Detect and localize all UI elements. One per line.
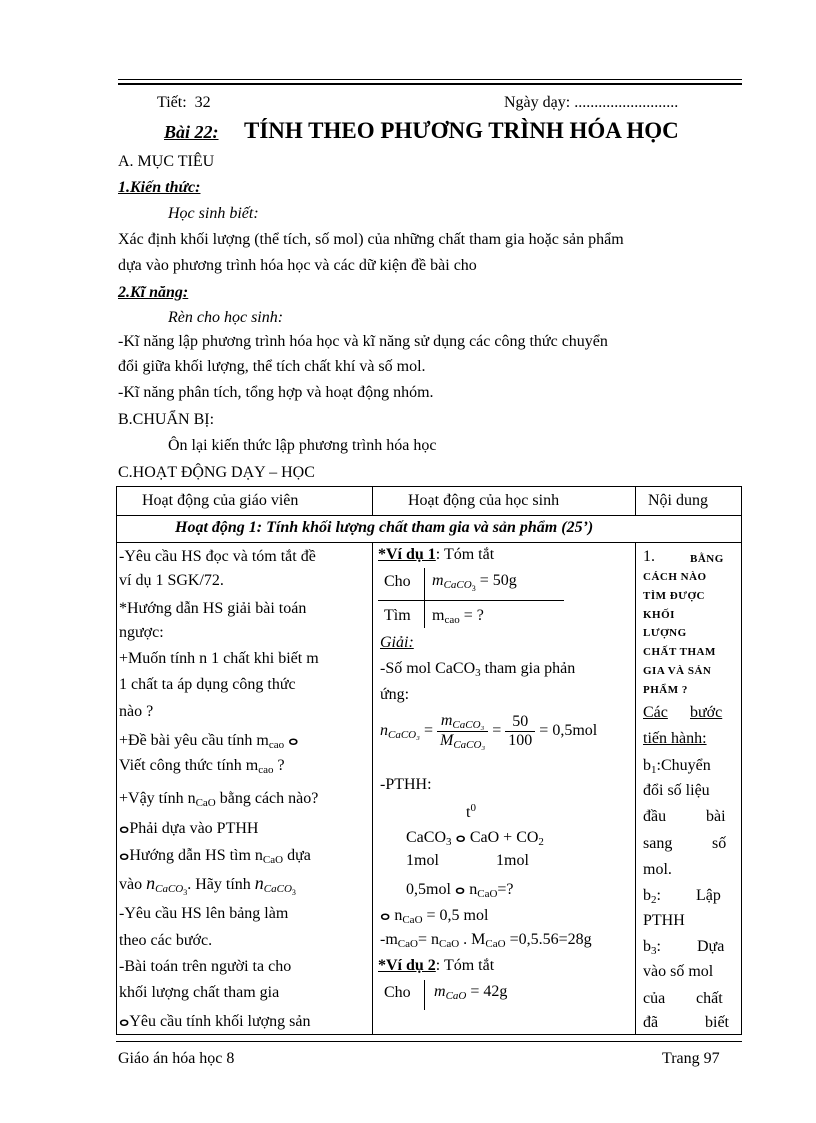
step-3: $b_3$:: [643, 938, 661, 957]
teacher-line: -Yêu cầu HS lên bảng làm: [119, 905, 289, 922]
content-number: 1.: [643, 548, 655, 565]
ki-nang-line-3: -Kĩ năng phân tích, tổng hợp và hoạt động nhóm.: [118, 384, 434, 401]
teacher-line: +Đề bài yêu cầu tính $m_{cao}$ ⴰ: [119, 732, 299, 751]
teacher-line: ⴰHướng dẫn HS tìm $n_{CaO}$ dựa: [119, 847, 311, 866]
steps-label: bước: [690, 704, 723, 721]
so-mol-line: -Số mol CaCO$_3$ tham gia phản: [380, 660, 576, 679]
mol-equation: $n_{CaCO_3}$ = $\frac{m_{CaCO_3}}{M_{CaCO_3}}$ = $\frac{50}{100}$ = 0,5mol: [380, 712, 598, 751]
step-3-line: đã: [643, 1014, 659, 1031]
step-2-line: PTHH: [643, 912, 685, 929]
ki-nang-intro: Rèn cho học sinh:: [168, 309, 284, 326]
content-title-line: KHỐI: [643, 609, 675, 621]
teacher-line: ⴰYêu cầu tính khối lượng sản: [119, 1013, 311, 1030]
col-header-content: Nội dung: [648, 492, 708, 509]
teacher-line: ngược:: [119, 624, 164, 641]
step-1-line: bài: [706, 808, 726, 825]
step-1-line: số: [712, 835, 727, 852]
step-3-line: biết: [705, 1014, 729, 1031]
kien-thuc-heading: 1.Kiến thức:: [118, 179, 201, 196]
step-2: $b_2$:: [643, 887, 661, 906]
ki-nang-heading: 2.Kĩ năng:: [118, 284, 189, 301]
footer-left: Giáo án hóa học 8: [118, 1050, 235, 1067]
kien-thuc-intro: Học sinh biết:: [168, 205, 259, 222]
giai-label: Giải:: [380, 634, 414, 651]
content-title-line: CÁCH NÀO: [643, 571, 707, 583]
lesson-number: Bài 22:: [164, 122, 219, 142]
footer-rule: [116, 1041, 742, 1042]
pthh-label: -PTHH:: [380, 776, 432, 793]
step-1-line: đổi số liệu: [643, 782, 710, 799]
teacher-line: Viết công thức tính $m_{cao}$ ?: [119, 757, 285, 776]
col-header-student: Hoạt động của học sinh: [408, 492, 560, 509]
teacher-line: ⴰPhải dựa vào PTHH: [119, 820, 259, 837]
kien-thuc-line-1: Xác định khối lượng (thể tích, số mol) của những chất tham gia hoặc sản phẩm: [118, 231, 624, 248]
teacher-line: -Bài toán trên người ta cho: [119, 958, 292, 975]
step-3-line: Dựa: [697, 938, 725, 955]
arrow-icon: ⴰ: [454, 881, 466, 898]
page-title: TÍNH THEO PHƯƠNG TRÌNH HÓA HỌC: [244, 118, 679, 143]
tim-label: Tìm: [384, 607, 411, 624]
step-2-line: Lập: [696, 887, 721, 904]
kien-thuc-line-2: dựa vào phương trình hóa học và các dữ kiện đề bài cho: [118, 257, 477, 274]
teacher-line: *Hướng dẫn HS giải bài toán: [119, 600, 307, 617]
step-1-line: mol.: [643, 861, 672, 878]
content-title-line: BẰNG: [690, 553, 724, 565]
mol-ratio-line: 1mol: [406, 852, 439, 869]
top-rule: [118, 79, 742, 80]
teacher-line: nào ?: [119, 703, 154, 720]
tiet-label: Tiết: 32: [157, 94, 211, 111]
section-c-heading: C.HOẠT ĐỘNG DẠY – HỌC: [118, 464, 315, 481]
teacher-line: -Yêu cầu HS đọc và tóm tắt đề: [119, 548, 316, 565]
step-3-line: chất: [696, 990, 723, 1007]
activity-title: Hoạt động 1: Tính khối lượng chất tham gia và sản phẩm (25’): [175, 519, 594, 536]
ncao-result: ⴰ $n_{CaO} = 0,5$ mol: [380, 907, 489, 926]
arrow-icon: ⴰ: [288, 732, 299, 749]
col-header-teacher: Hoạt động của giáo viên: [142, 492, 299, 509]
teacher-line: khối lượng chất tham gia: [119, 984, 280, 1001]
section-b-heading: B.CHUẨN BỊ:: [118, 411, 215, 428]
teacher-line: +Muốn tính n 1 chất khi biết m: [119, 650, 319, 667]
mol-given-line: 0,5mol ⴰ $n_{CaO}=$?: [406, 881, 514, 900]
arrow-icon: ⴰ: [119, 847, 130, 864]
cho-label-2: Cho: [384, 984, 411, 1001]
arrow-icon: ⴰ: [380, 907, 391, 924]
content-title-line: TÌM ĐƯỢC: [643, 590, 705, 602]
step-3-line: của: [643, 990, 666, 1007]
ki-nang-line-2: đổi giữa khối lượng, thể tích chất khí và số mol.: [118, 358, 426, 375]
content-title-line: LƯỢNG: [643, 627, 687, 639]
arrow-icon: ⴰ: [119, 820, 130, 837]
steps-label: tiến hành:: [643, 730, 707, 747]
cho-label: Cho: [384, 573, 411, 590]
ngay-day: Ngày dạy: ..........................: [504, 94, 679, 111]
vd1-label: *Ví dụ 1: Tóm tắt: [378, 546, 495, 563]
teacher-line: ví dụ 1 SGK/72.: [119, 572, 224, 589]
arrow-icon: ⴰ: [119, 1013, 130, 1030]
teacher-line: 1 chất ta áp dụng công thức: [119, 676, 296, 693]
vd2-label: *Ví dụ 2: Tóm tắt: [378, 957, 495, 974]
step-1: $b_1:Chuyển$: [643, 757, 711, 776]
content-title-line: CHẤT THAM: [643, 646, 716, 658]
given-mass: $m_{CaCO3} = 50g$: [432, 572, 517, 593]
find-mass: $m_{cao}$ = ?: [432, 607, 484, 626]
teacher-line: vào $n_{CaCO3}$. Hãy tính $n_{CaCO3}$: [119, 873, 296, 897]
t0-label: $t^0$: [466, 802, 476, 821]
footer-right: Trang 97: [662, 1050, 720, 1067]
content-title-line: GIA VÀ SẢN: [643, 665, 712, 677]
step-3-line: vào số mol: [643, 963, 714, 980]
given-mass-2: $m_{CaO} = 42g$: [434, 983, 508, 1002]
teacher-line: +Vậy tính $n_{CaO}$ bằng cách nào?: [119, 790, 319, 809]
arrow-icon: ⴰ: [455, 829, 466, 846]
section-b-line: Ôn lại kiến thức lập phương trình hóa học: [168, 437, 437, 454]
content-title-line: PHẨM ?: [643, 684, 688, 696]
ki-nang-line-1: -Kĩ năng lập phương trình hóa học và kĩ năng sử dụng các công thức chuyển: [118, 333, 608, 350]
step-1-line: đầu: [643, 808, 667, 825]
mol-ratio-line-2: 1mol: [496, 852, 529, 869]
step-1-line: sang: [643, 835, 673, 852]
section-a-heading: A. MỤC TIÊU: [118, 153, 215, 170]
ung-line: ứng:: [380, 686, 410, 703]
steps-label: Các: [643, 704, 668, 721]
top-rule-thick: [118, 83, 742, 85]
teacher-line: theo các bước.: [119, 932, 213, 949]
reaction-equation: CaCO$_3$ ⴰ CaO + $CO_2$: [406, 829, 544, 848]
mcao-result: $-m_{CaO}= n_{CaO}$ . $M_{CaO} =0,5.56=28g$: [380, 931, 592, 950]
